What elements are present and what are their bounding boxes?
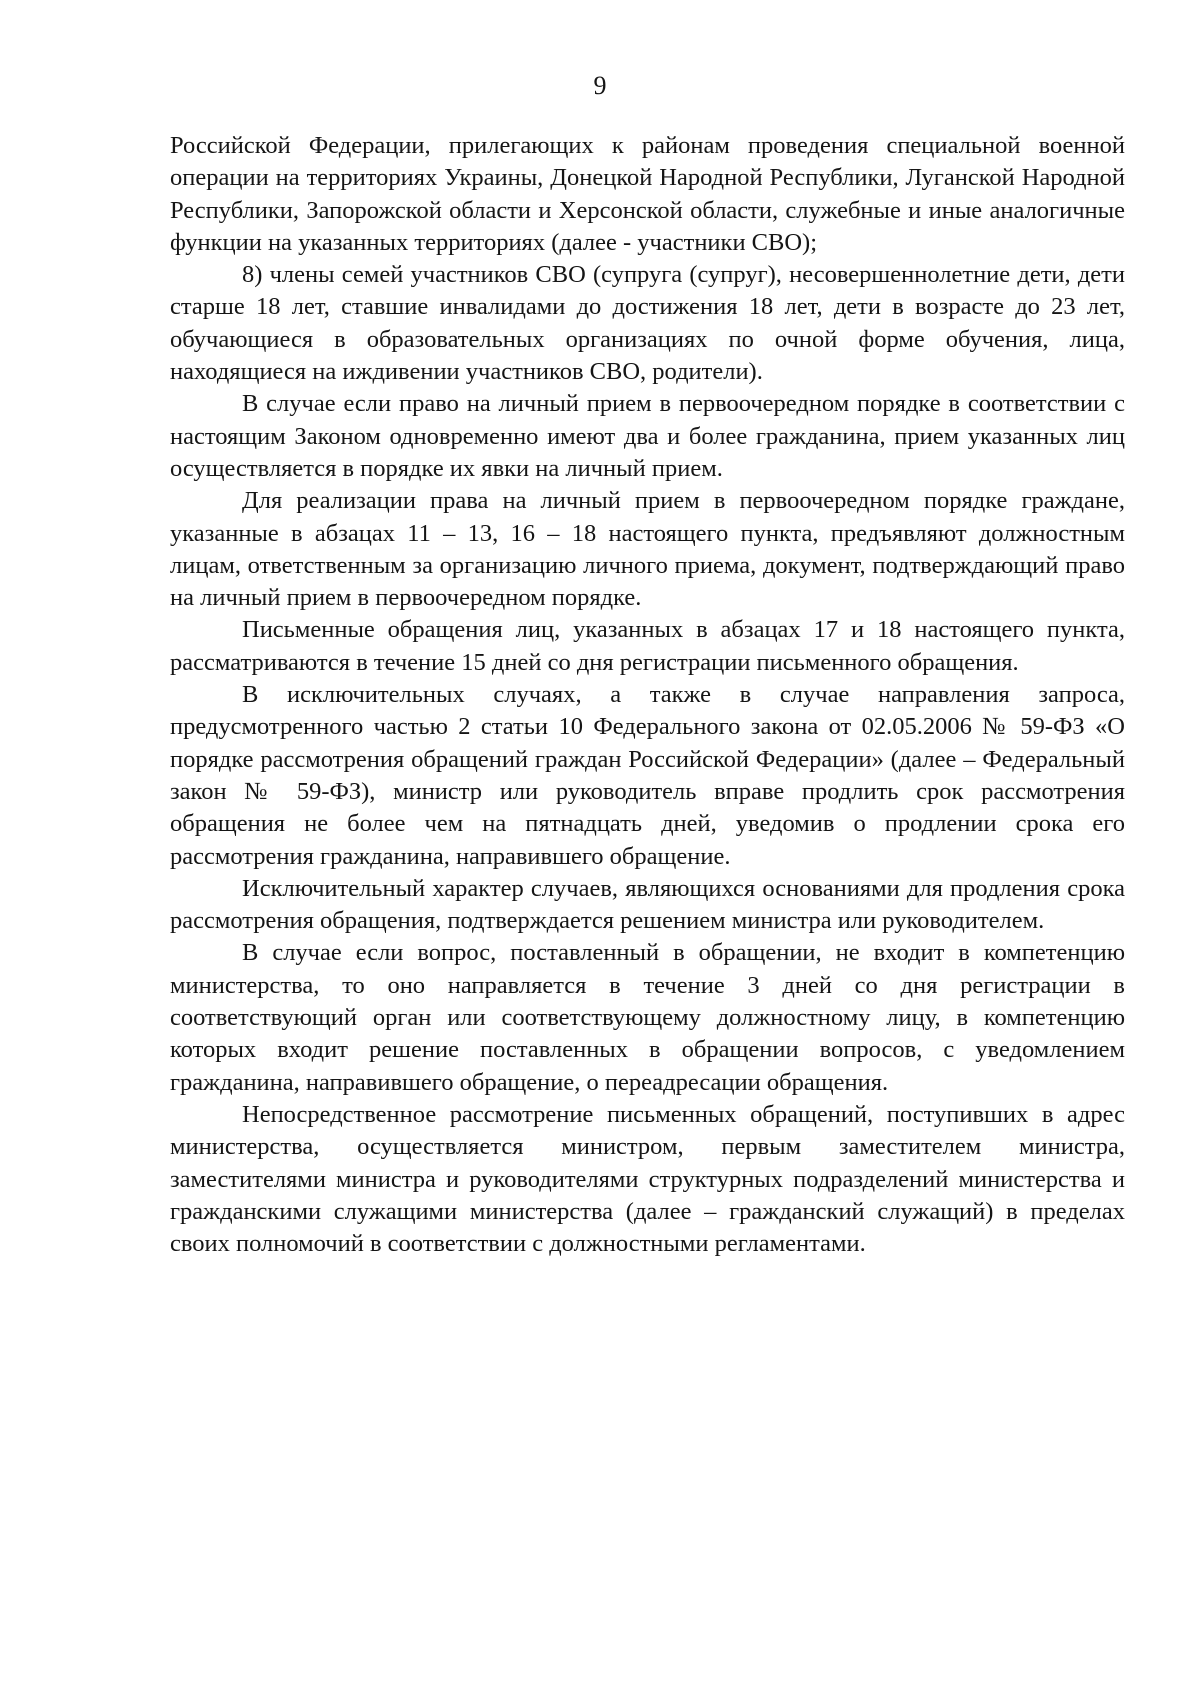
paragraph-direct-consideration: Непосредственное рассмотрение письменных обращений, поступивших в адрес министерства, осуществляется министром, первым заместителем министра, заместителями министра и руководителями структурных подразделений министерства и гражданскими служащими министерства (далее – гражданский служащий) в пределах своих полномочий в соответствии с должностными регламентами.: [170, 1100, 1125, 1258]
paragraph-item-8-family-members: 8) члены семей участников СВО (супруга (супруг), несовершеннолетние дети, дети старше 18 лет, ставшие инвалидами до достижения 18 лет, дети в возрасте до 23 лет, обучающиеся в образовательных организациях по очной форме обучения, лица, находящиеся на иждивении участников СВО, родители).: [170, 261, 1125, 386]
page-number: 9: [593, 71, 607, 100]
paragraph-priority-right-document: Для реализации права на личный прием в первоочередном порядке граждане, указанные в абзацах 11 – 13, 16 – 18 настоящего пункта, предъявляют должностным лицам, ответственным за организацию личного приема, документ, подтверждающий право на личный прием в первоочередном порядке.: [170, 487, 1125, 612]
paragraph-reception-order: В случае если право на личный прием в первоочередном порядке в соответствии с настоящим Законом одновременно имеют два и более гражданина, прием указанных лиц осуществляется в порядке их явки на личный прием.: [170, 390, 1125, 482]
paragraph-term-extension: В исключительных случаях, а также в случае направления запроса, предусмотренного частью 2 статьи 10 Федерального закона от 02.05.2006 № 59-ФЗ «О порядке рассмотрения обращений граждан Российской Федерации» (далее – Федеральный закон № 59-ФЗ), министр или руководитель вправе продлить срок рассмотрения обращения не более чем на пятнадцать дней, уведомив о продлении срока его рассмотрения гражданина, направившего обращение.: [170, 681, 1125, 870]
paragraph-continuation-svo-participants: Российской Федерации, прилегающих к районам проведения специальной военной операции на территориях Украины, Донецкой Народной Республики, Луганской Народной Республики, Запорожской области и Херсонской области, служебные и иные аналогичные функции на указанных территориях (далее - участники СВО);: [170, 132, 1125, 256]
document-body: [170, 130, 1125, 1260]
paragraph-exceptional-cases: Исключительный характер случаев, являющихся основаниями для продления срока рассмотрения обращения, подтверждается решением министра или руководителем.: [170, 874, 1125, 935]
paragraph-written-appeals-15-days: Письменные обращения лиц, указанных в абзацах 17 и 18 настоящего пункта, рассматриваются в течение 15 дней со дня регистрации письменного обращения.: [170, 616, 1125, 676]
paragraph-redirection: В случае если вопрос, поставленный в обращении, не входит в компетенцию министерства, то оно направляется в течение 3 дней со дня регистрации в соответствующий орган или соответствующему должностному лицу, в компетенцию которых входит решение поставленных в обращении вопросов, с уведомлением гражданина, направившего обращение, о переадресации обращения.: [170, 939, 1125, 1096]
